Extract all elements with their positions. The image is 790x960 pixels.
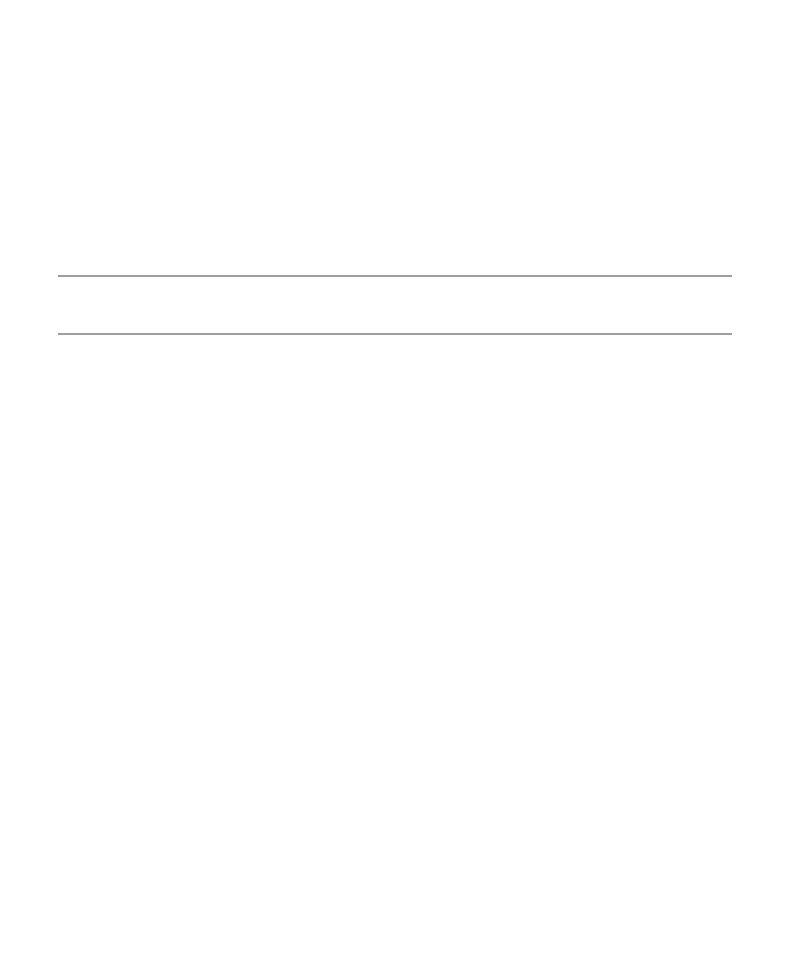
note-line — [0, 812, 790, 841]
fit-table — [58, 275, 732, 335]
note-line — [0, 841, 790, 870]
fit-table-header — [58, 277, 732, 335]
notes — [0, 812, 790, 899]
note-line — [0, 870, 790, 899]
